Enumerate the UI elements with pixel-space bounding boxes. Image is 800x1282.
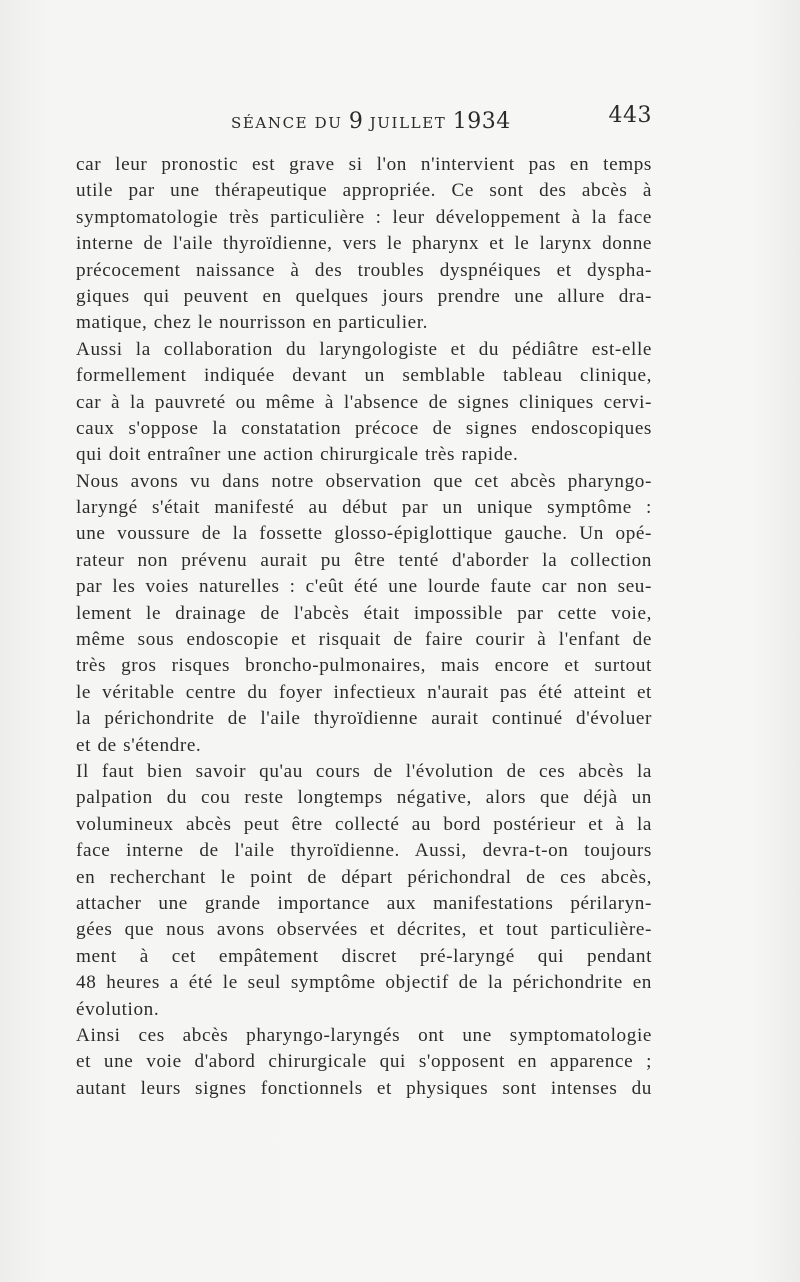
text-line: Ainsi ces abcès pharyngo-laryngés ont une symptomatologie [76, 1024, 652, 1046]
text-line: 48 heures a été le seul symptôme objectif de la périchondrite en [76, 972, 652, 994]
text-line: qui doit entraîner une action chirurgicale très rapide. [76, 444, 519, 466]
text-line: très gros risques broncho-pulmonaires, mais encore et surtout [76, 655, 652, 677]
text-line: une voussure de la fossette glosso-épiglottique gauche. Un opé- [76, 523, 652, 545]
text-line: interne de l'aile thyroïdienne, vers le pharynx et le larynx donne [76, 233, 652, 255]
paragraph [76, 152, 652, 337]
text-line: le véritable centre du foyer infectieux n'aurait pas été atteint et [76, 681, 652, 703]
text-line: la périchondrite de l'aile thyroïdienne aurait continué d'évoluer [76, 708, 652, 730]
text-line: palpation du cou reste longtemps négative, alors que déjà un [76, 787, 652, 809]
page-header [76, 103, 652, 137]
running-head [231, 109, 511, 134]
text-line: même sous endoscopie et risquait de faire courir à l'enfant de [76, 629, 652, 651]
text-line: attacher une grande importance aux manifestations périlaryn- [76, 892, 652, 914]
text-line: face interne de l'aile thyroïdienne. Aussi, devra-t-on toujours [76, 840, 652, 862]
text-line: Nous avons vu dans notre observation que cet abcès pharyngo- [76, 470, 652, 492]
running-head-prefix: SÉANCE DU [231, 114, 349, 132]
text-line: laryngé s'était manifesté au début par un unique symptôme : [76, 497, 652, 519]
running-head-year: 1934 [452, 109, 511, 134]
text-line: giques qui peuvent en quelques jours prendre une allure dra- [76, 285, 652, 307]
text-line: Aussi la collaboration du laryngologiste et du pédiâtre est-elle [76, 338, 652, 360]
text-line: matique, chez le nourrisson en particulier. [76, 312, 429, 334]
text-line: rateur non prévenu aurait pu être tenté d'aborder la collection [76, 549, 652, 571]
body-text [76, 152, 652, 1102]
text-line: Il faut bien savoir qu'au cours de l'évolution de ces abcès la [76, 760, 652, 782]
text-line: et de s'étendre. [76, 734, 202, 756]
text-line: gées que nous avons observées et décrites, et tout particulière- [76, 919, 652, 941]
text-line: lement le drainage de l'abcès était impossible par cette voie, [76, 602, 652, 624]
text-line: caux s'oppose la constatation précoce de signes endoscopiques [76, 417, 652, 439]
paragraph [76, 1023, 652, 1102]
text-line: évolution. [76, 998, 160, 1020]
text-line: car leur pronostic est grave si l'on n'intervient pas en temps [76, 154, 652, 175]
text-line: symptomatologie très particulière : leur développement à la face [76, 206, 652, 228]
text-line: volumineux abcès peut être collecté au bord postérieur et à la [76, 813, 652, 835]
text-line: ment à cet empâtement discret pré-laryngé qui pendant [76, 945, 652, 967]
text-line: autant leurs signes fonctionnels et physiques sont intenses du [76, 1077, 652, 1099]
text-line: formellement indiquée devant un semblable tableau clinique, [76, 365, 652, 387]
paragraph [76, 759, 652, 1023]
text-line: utile par une thérapeutique appropriée. Ce sont des abcès à [76, 180, 652, 202]
text-line: par les voies naturelles : c'eût été une lourde faute car non seu- [76, 576, 652, 598]
text-line: et une voie d'abord chirurgicale qui s'opposent en apparence ; [76, 1051, 652, 1073]
text-line: en recherchant le point de départ périchondral de ces abcès, [76, 866, 652, 888]
running-head-month: JUILLET [363, 114, 453, 132]
paragraph [76, 337, 652, 469]
page-number: 443 [608, 103, 652, 128]
text-line: précocement naissance à des troubles dyspnéiques et dyspha- [76, 259, 652, 281]
text-line: car à la pauvreté ou même à l'absence de signes cliniques cervi- [76, 391, 652, 413]
paragraph [76, 469, 652, 759]
running-head-day: 9 [348, 109, 364, 134]
